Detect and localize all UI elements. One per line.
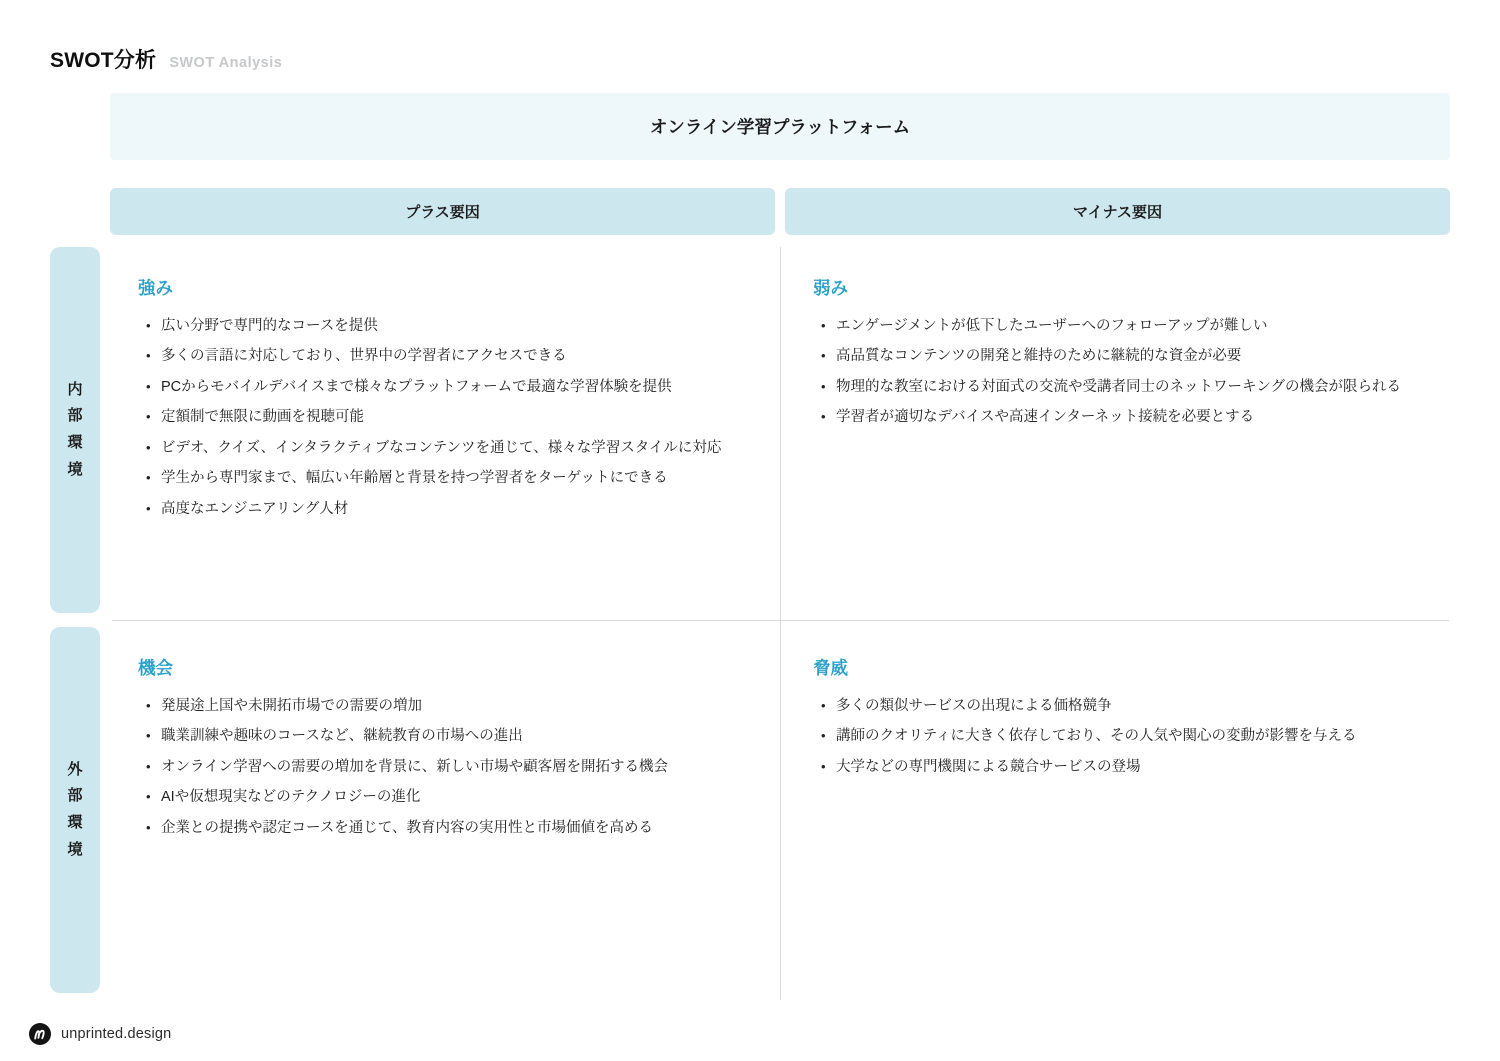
column-header-plus-factors <box>110 188 775 235</box>
quadrant-opportunities <box>138 655 750 847</box>
bullet-item: • 発展途上国や未開拓市場での需要の増加 <box>138 695 750 717</box>
bullet-item: • 学生から専門家まで、幅広い年齢層と背景を持つ学習者をターゲットにできる <box>138 467 750 489</box>
page-title: SWOT分析 <box>50 49 157 72</box>
strengths-title: 強み <box>138 278 173 298</box>
bullet-item: • 物理的な教室における対面式の交流や受講者同士のネットワーキングの機会が限られる <box>813 376 1425 398</box>
subject-banner <box>110 93 1450 160</box>
column-header-plus-label: プラス要因 <box>405 204 480 221</box>
row-label-internal-environment <box>50 247 100 613</box>
bullet-item: • 企業との提携や認定コースを通じて、教育内容の実用性と市場価値を高める <box>138 817 750 839</box>
horizontal-divider <box>112 620 1449 621</box>
bullet-item: • 高品質なコンテンツの開発と維持のために継続的な資金が必要 <box>813 345 1425 367</box>
weaknesses-title: 弱み <box>813 278 848 298</box>
page-title-row <box>50 44 282 74</box>
bullet-item: • ビデオ、クイズ、インタラクティブなコンテンツを通じて、様々な学習スタイルに対応 <box>138 437 750 459</box>
bullet-item: • 定額制で無限に動画を視聴可能 <box>138 406 750 428</box>
page-subtitle: SWOT Analysis <box>169 55 283 71</box>
opportunities-title: 機会 <box>138 658 173 678</box>
bullet-item: • 高度なエンジニアリング人材 <box>138 498 750 520</box>
bullet-item: • 多くの言語に対応しており、世界中の学習者にアクセスできる <box>138 345 750 367</box>
brand-name: unprinted.design <box>61 1026 172 1042</box>
subject-title: オンライン学習プラットフォーム <box>649 117 911 137</box>
column-header-minus-factors <box>785 188 1450 235</box>
bullet-item: • 大学などの専門機関による競合サービスの登場 <box>813 756 1425 778</box>
threats-title: 脅威 <box>813 658 848 678</box>
bullet-item: • AIや仮想現実などのテクノロジーの進化 <box>138 786 750 808</box>
weaknesses-list <box>813 315 1425 429</box>
quadrant-threats <box>813 655 1425 786</box>
vertical-divider <box>780 247 781 1000</box>
unprinted-logo-icon <box>28 1022 52 1046</box>
quadrant-weaknesses <box>813 275 1425 437</box>
column-header-minus-label: マイナス要因 <box>1072 204 1163 221</box>
row-label-external-text: 外部環境 <box>67 760 83 858</box>
bullet-item: • 多くの類似サービスの出現による価格競争 <box>813 695 1425 717</box>
strengths-list <box>138 315 750 520</box>
bullet-item: • オンライン学習への需要の増加を背景に、新しい市場や顧客層を開拓する機会 <box>138 756 750 778</box>
bullet-item: • PCからモバイルデバイスまで様々なプラットフォームで最適な学習体験を提供 <box>138 376 750 398</box>
bullet-item: • 職業訓練や趣味のコースなど、継続教育の市場への進出 <box>138 725 750 747</box>
threats-list <box>813 695 1425 778</box>
bullet-item: • 広い分野で専門的なコースを提供 <box>138 315 750 337</box>
footer <box>28 1022 171 1046</box>
opportunities-list <box>138 695 750 839</box>
row-label-external-environment <box>50 627 100 993</box>
quadrant-strengths <box>138 275 750 528</box>
bullet-item: • 学習者が適切なデバイスや高速インターネット接続を必要とする <box>813 406 1425 428</box>
bullet-item: • 講師のクオリティに大きく依存しており、その人気や関心の変動が影響を与える <box>813 725 1425 747</box>
bullet-item: • エンゲージメントが低下したユーザーへのフォローアップが難しい <box>813 315 1425 337</box>
row-label-internal-text: 内部環境 <box>67 380 83 478</box>
